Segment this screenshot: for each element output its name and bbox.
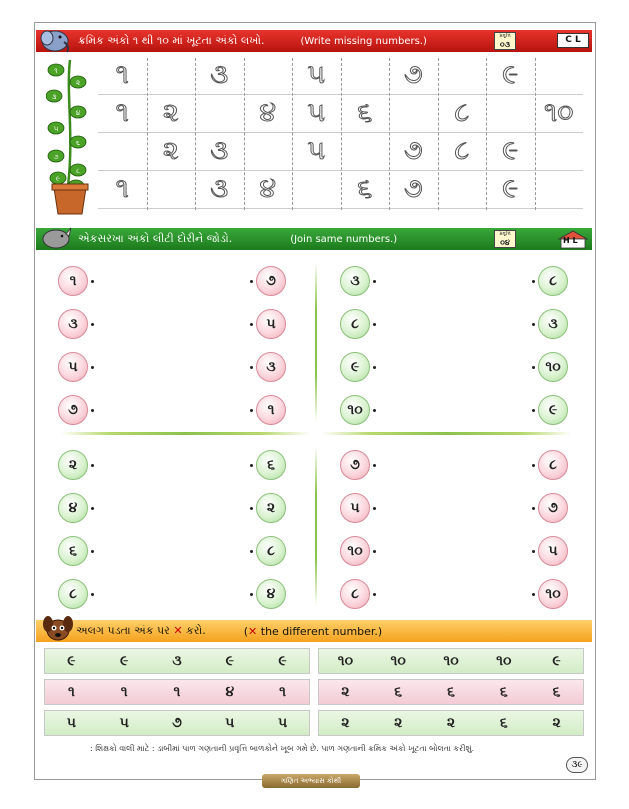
svg-text:૩: ૩ <box>51 93 57 101</box>
odd-one-out-row <box>44 679 310 705</box>
match-circle-right[interactable]: ૯ <box>538 395 568 425</box>
dog-icon <box>40 610 76 646</box>
grid-number: ૧ <box>115 97 129 128</box>
odd-number-option[interactable]: ૨ <box>394 715 403 731</box>
odd-number-option[interactable]: ૧ <box>279 684 287 700</box>
separator-right <box>322 432 572 435</box>
match-circle-right[interactable]: ૭ <box>538 493 568 523</box>
connector-dot[interactable] <box>373 550 376 553</box>
odd-number-option[interactable]: ૬ <box>499 684 508 700</box>
connector-dot[interactable] <box>250 323 253 326</box>
blank-answer-cell[interactable] <box>389 94 438 132</box>
odd-number-option[interactable]: ૧ <box>120 684 128 700</box>
section3-subtitle: (✕ the different number.) <box>243 624 383 638</box>
blank-answer-cell[interactable] <box>535 132 584 170</box>
match-circle-right[interactable]: ૩ <box>538 309 568 339</box>
section1-header <box>36 30 592 52</box>
level-tag-hl: H L <box>563 236 578 245</box>
match-circle-left[interactable]: ૫ <box>58 352 88 382</box>
match-circle-left[interactable]: ૯ <box>340 352 370 382</box>
svg-text:૪: ૪ <box>75 109 81 117</box>
grid-number: ૬ <box>357 173 373 204</box>
blank-answer-cell[interactable] <box>244 132 293 170</box>
blank-answer-cell[interactable] <box>438 56 487 94</box>
connector-dot[interactable] <box>532 323 535 326</box>
grid-number: ૧ <box>115 173 129 204</box>
svg-text:૬: ૬ <box>76 139 80 147</box>
odd-number-option[interactable]: ૨ <box>341 684 350 700</box>
blank-answer-cell[interactable] <box>535 56 584 94</box>
match-circle-right[interactable]: ૪ <box>256 579 286 609</box>
blank-answer-cell[interactable] <box>195 94 244 132</box>
connector-dot[interactable] <box>532 409 535 412</box>
grid-number: ૪ <box>259 173 277 204</box>
match-circle-right[interactable]: ૫ <box>538 536 568 566</box>
blank-answer-cell[interactable] <box>147 56 196 94</box>
connector-dot[interactable] <box>373 464 376 467</box>
match-circle-right[interactable]: ૨ <box>256 493 286 523</box>
section2-header <box>36 228 592 250</box>
odd-number-option[interactable]: ૧૦ <box>337 653 354 669</box>
blank-answer-cell[interactable] <box>98 132 147 170</box>
blank-answer-cell[interactable] <box>341 56 390 94</box>
connector-dot[interactable] <box>532 593 535 596</box>
connector-dot[interactable] <box>91 280 94 283</box>
blank-answer-cell[interactable] <box>147 170 196 208</box>
odd-number-option[interactable]: ૧ <box>173 684 181 700</box>
match-circle-left[interactable]: ૩ <box>58 309 88 339</box>
grid-number: ૯ <box>502 135 519 166</box>
section2-title: એકસરખા અંકો લીટી દોરીને જોડો. <box>78 232 233 245</box>
svg-text:૯: ૯ <box>55 175 61 183</box>
blank-answer-cell[interactable] <box>486 94 535 132</box>
connector-dot[interactable] <box>250 550 253 553</box>
odd-number-option[interactable]: ૫ <box>119 715 129 731</box>
match-circle-right[interactable]: ૫ <box>256 309 286 339</box>
separator-bottom-vertical <box>315 446 317 606</box>
odd-number-option[interactable]: ૯ <box>225 653 234 669</box>
connector-dot[interactable] <box>532 280 535 283</box>
odd-number-option[interactable]: ૧ <box>67 684 75 700</box>
elephant-icon <box>38 24 72 54</box>
match-circle-right[interactable]: ૧ <box>256 395 286 425</box>
grid-number: ૩ <box>210 173 229 204</box>
connector-dot[interactable] <box>250 409 253 412</box>
blank-answer-cell[interactable] <box>535 170 584 208</box>
svg-text:૮: ૮ <box>76 167 80 175</box>
match-circle-left[interactable]: ૭ <box>340 450 370 480</box>
connector-dot[interactable] <box>532 507 535 510</box>
plant-leaf-number <box>48 150 64 162</box>
grid-number: ૯ <box>502 173 519 204</box>
separator-top-vertical <box>315 262 317 422</box>
grid-number: ૩ <box>210 59 229 90</box>
match-circle-left[interactable]: ૬ <box>58 536 88 566</box>
separator-left <box>60 432 310 435</box>
grid-number: ૧૦ <box>544 97 574 128</box>
odd-number-option[interactable]: ૩ <box>172 653 182 669</box>
match-circle-left[interactable]: ૧૦ <box>340 395 370 425</box>
connector-dot[interactable] <box>250 593 253 596</box>
activity-badge-2: પ્રવૃત્તિ ૦૪ <box>494 230 516 248</box>
odd-number-option[interactable]: ૧૦ <box>390 653 406 669</box>
blank-answer-cell[interactable] <box>244 56 293 94</box>
match-circle-right[interactable]: ૮ <box>538 450 568 480</box>
grid-number: ૫ <box>307 135 326 166</box>
section2-subtitle: (Join same numbers.) <box>290 233 398 245</box>
plant-leaf-number <box>70 76 86 88</box>
activity-badge-1: પ્રવૃત્તિ ૦૩ <box>494 32 516 50</box>
blank-answer-cell[interactable] <box>292 170 341 208</box>
plant-leaf-number <box>48 122 64 134</box>
x-mark-icon: ✕ <box>173 624 183 637</box>
grid-number: ૭ <box>403 173 423 204</box>
grid-number: ૧ <box>115 59 129 90</box>
footer-label: ગણિત અભ્યાસ કોથી <box>262 774 360 788</box>
match-circle-right[interactable]: ૭ <box>256 266 286 296</box>
svg-text:૧: ૧ <box>54 67 58 75</box>
grid-number: ૭ <box>403 59 423 90</box>
match-circle-right[interactable]: ૧૦ <box>538 579 568 609</box>
odd-number-option[interactable]: ૫ <box>277 715 288 731</box>
odd-number-option[interactable]: ૬ <box>447 684 455 700</box>
connector-dot[interactable] <box>91 550 94 553</box>
odd-number-option[interactable]: ૫ <box>225 715 235 731</box>
plant-leaf-number <box>46 90 62 102</box>
match-circle-left[interactable]: ૨ <box>58 450 88 480</box>
match-circle-right[interactable]: ૮ <box>256 536 286 566</box>
section3-title: અલગ પડતા અંક પર ✕ કરો. <box>76 624 206 637</box>
svg-text:૫: ૫ <box>53 125 59 133</box>
page-number: ૩૯ <box>566 757 588 773</box>
plant-leaf-number <box>48 64 64 76</box>
svg-text:૭: ૭ <box>53 153 59 161</box>
connector-dot[interactable] <box>91 464 94 467</box>
grid-number: ૨ <box>162 135 179 166</box>
match-circle-left[interactable]: ૭ <box>58 395 88 425</box>
connector-dot[interactable] <box>373 280 376 283</box>
odd-number-option[interactable]: ૬ <box>394 684 403 700</box>
match-circle-left[interactable]: ૮ <box>340 309 370 339</box>
odd-number-option[interactable]: ૪ <box>225 684 235 700</box>
odd-number-option[interactable]: ૨ <box>552 715 561 731</box>
odd-number-option[interactable]: ૧૦ <box>443 653 459 669</box>
plant-leaf-number <box>70 136 86 148</box>
odd-number-option[interactable]: ૬ <box>552 684 561 700</box>
grid-number: ૬ <box>357 97 373 128</box>
grid-number: ૪ <box>259 97 277 128</box>
connector-dot[interactable] <box>91 593 94 596</box>
odd-number-option[interactable]: ૨ <box>341 715 350 731</box>
odd-one-out-row <box>318 648 584 674</box>
odd-number-option[interactable]: ૯ <box>67 653 76 669</box>
connector-dot[interactable] <box>532 550 535 553</box>
connector-dot[interactable] <box>250 464 253 467</box>
grid-number: ૫ <box>307 59 326 90</box>
odd-number-option[interactable]: ૭ <box>172 715 182 731</box>
connector-dot[interactable] <box>250 507 253 510</box>
odd-one-out-row <box>44 710 310 736</box>
odd-one-out-row <box>44 648 310 674</box>
grid-number: ૩ <box>210 135 229 166</box>
connector-dot[interactable] <box>91 409 94 412</box>
odd-number-option[interactable]: ૫ <box>66 715 76 731</box>
odd-one-out-row <box>318 710 584 736</box>
match-circle-left[interactable]: ૩ <box>340 266 370 296</box>
connector-dot[interactable] <box>91 366 94 369</box>
match-circle-left[interactable]: ૮ <box>340 579 370 609</box>
connector-dot[interactable] <box>91 323 94 326</box>
grid-number: ૫ <box>307 97 326 128</box>
match-circle-right[interactable]: ૬ <box>256 450 286 480</box>
svg-text:૨: ૨ <box>75 79 81 87</box>
match-circle-right[interactable]: ૩ <box>256 352 286 382</box>
grid-number: ૭ <box>403 135 423 166</box>
match-circle-right[interactable]: ૮ <box>538 266 568 296</box>
odd-number-option[interactable]: ૯ <box>120 653 129 669</box>
connector-dot[interactable] <box>250 366 253 369</box>
match-circle-right[interactable]: ૧૦ <box>538 352 568 382</box>
match-circle-left[interactable]: ૧૦ <box>340 536 370 566</box>
grid-number: ૮ <box>454 135 470 166</box>
level-tag-cl: C L <box>557 33 589 48</box>
connector-dot[interactable] <box>532 464 535 467</box>
section3-header <box>36 620 592 642</box>
grid-number: ૯ <box>502 59 519 90</box>
odd-number-option[interactable]: ૬ <box>499 715 508 731</box>
match-circle-left[interactable]: ૮ <box>58 579 88 609</box>
match-circle-left[interactable]: ૪ <box>58 493 88 523</box>
grid-number: ૮ <box>454 97 470 128</box>
blank-answer-cell[interactable] <box>438 170 487 208</box>
match-circle-left[interactable]: ૧ <box>58 266 88 296</box>
plant-leaf-number <box>70 164 86 176</box>
teacher-note: : શિક્ષકો વાલી માટે : ડાબીમાં પાળ ગણતાની પ્રવૃત્તિ બાળકોને ખૂબ ગમે છે. પાળ ગણતાની ક્રમિક અંકો ખૂટતા બોલતા કરીશું. <box>90 744 475 753</box>
connector-dot[interactable] <box>250 280 253 283</box>
odd-number-option[interactable]: ૯ <box>552 653 561 669</box>
grid-number: ૨ <box>162 97 179 128</box>
match-circle-left[interactable]: ૫ <box>340 493 370 523</box>
rhino-icon <box>38 222 72 252</box>
section1-subtitle: (Write missing numbers.) <box>300 35 427 47</box>
connector-dot[interactable] <box>373 366 376 369</box>
connector-dot[interactable] <box>373 323 376 326</box>
odd-one-out-row <box>318 679 584 705</box>
connector-dot[interactable] <box>373 507 376 510</box>
connector-dot[interactable] <box>373 409 376 412</box>
plant-leaf-number <box>50 172 66 184</box>
odd-number-option[interactable]: ૨ <box>446 715 456 731</box>
plant-leaf-number <box>70 106 86 118</box>
connector-dot[interactable] <box>91 507 94 510</box>
plant-pot-icon <box>46 54 94 216</box>
connector-dot[interactable] <box>373 593 376 596</box>
blank-answer-cell[interactable] <box>341 132 390 170</box>
section1-title: ક્રમિક અંકો ૧ થી ૧૦ માં ખૂટતા અંકો લખો. <box>78 34 265 47</box>
odd-number-option[interactable]: ૧૦ <box>496 653 512 669</box>
connector-dot[interactable] <box>532 366 535 369</box>
missing-numbers-grid <box>46 54 586 216</box>
odd-number-option[interactable]: ૯ <box>278 653 287 669</box>
